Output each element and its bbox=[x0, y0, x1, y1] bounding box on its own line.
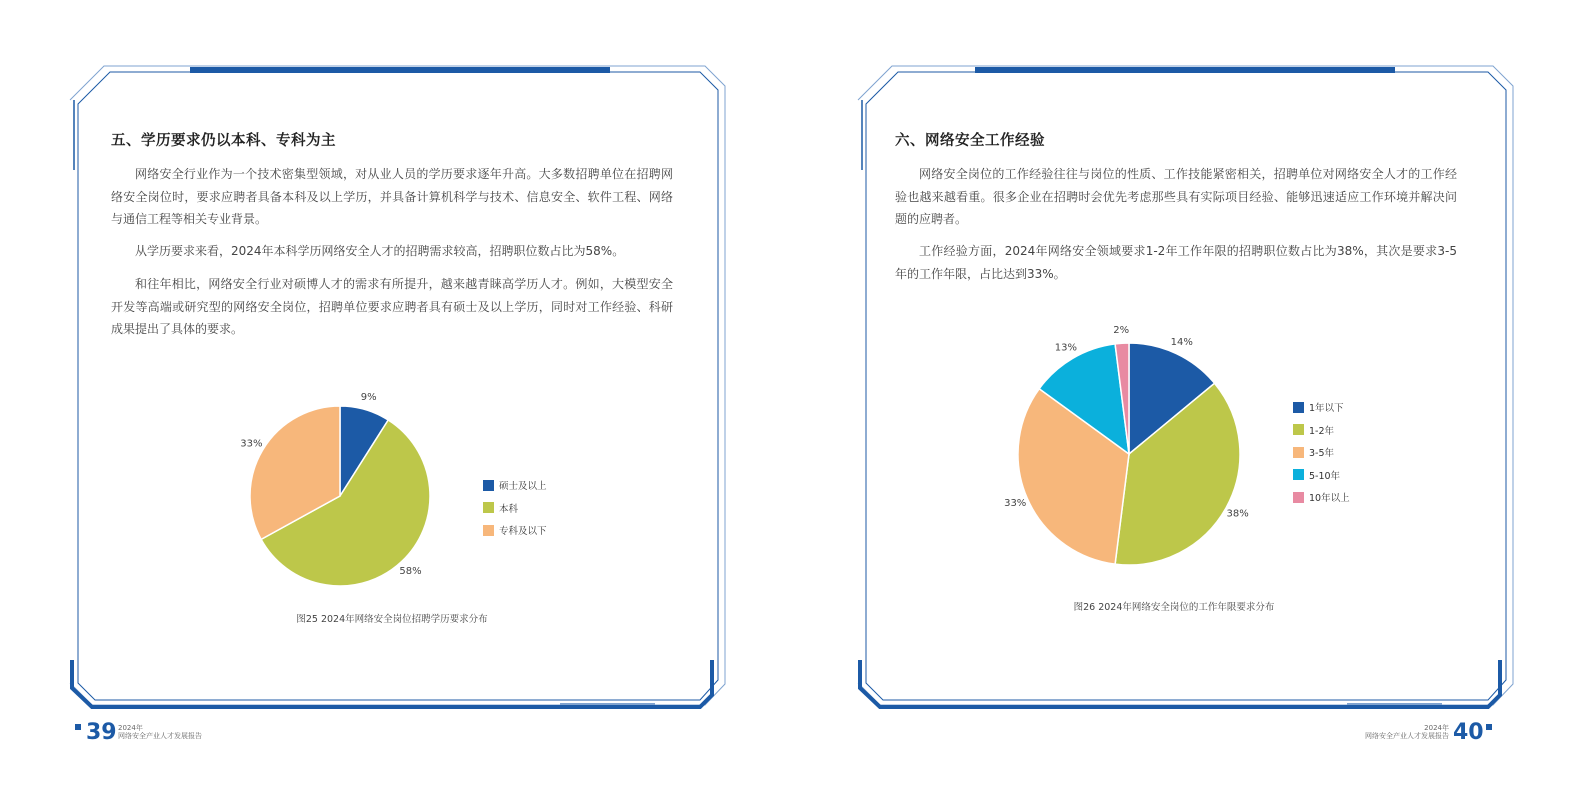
footer-title: 网络安全产业人才发展报告 bbox=[1365, 732, 1449, 740]
left-page bbox=[0, 0, 793, 793]
pie-data-label: 9% bbox=[360, 392, 377, 404]
legend-label: 本科 bbox=[499, 503, 519, 515]
section-heading: 五、学历要求仍以本科、专科为主 bbox=[111, 133, 336, 149]
pie-data-label: 33% bbox=[1004, 498, 1027, 510]
page-number: 40 bbox=[1453, 720, 1484, 745]
figure-caption: 图26 2024年网络安全岗位的工作年限要求分布 bbox=[1073, 602, 1275, 613]
legend-swatch bbox=[1293, 424, 1304, 435]
page-number-marker bbox=[75, 724, 81, 730]
legend-label: 硕士及以上 bbox=[499, 481, 547, 493]
legend-item bbox=[1293, 396, 1350, 419]
pie-data-label: 33% bbox=[240, 438, 263, 450]
legend-item bbox=[1293, 441, 1350, 464]
legend-item bbox=[1293, 464, 1350, 487]
legend-swatch bbox=[1293, 492, 1304, 503]
legend-label: 10年以上 bbox=[1309, 493, 1350, 505]
legend-swatch bbox=[483, 480, 494, 491]
legend-swatch bbox=[483, 525, 494, 536]
legend-swatch bbox=[483, 502, 494, 513]
page-number: 39 bbox=[86, 720, 117, 745]
legend-label: 1年以下 bbox=[1309, 403, 1344, 415]
footer-year: 2024年 bbox=[1424, 724, 1449, 732]
experience-pie-chart bbox=[991, 323, 1271, 583]
legend-label: 1-2年 bbox=[1309, 425, 1335, 437]
legend-label: 5-10年 bbox=[1309, 470, 1341, 482]
pie-data-label: 13% bbox=[1054, 342, 1077, 354]
footer-year: 2024年 bbox=[118, 724, 143, 732]
legend-label: 3-5年 bbox=[1309, 448, 1335, 460]
paragraph-3: 和往年相比，网络安全行业对硕博人才的需求有所提升，越来越青睐高学历人才。例如，大模型安全开发等高端或研究型的网络安全岗位，招聘单位要求应聘者具有硕士及以上学历，同时对工作经验、科研成果提出了具体的要求。 bbox=[111, 277, 673, 336]
legend-item bbox=[483, 519, 547, 542]
education-legend bbox=[483, 474, 547, 542]
legend-swatch bbox=[1293, 469, 1304, 480]
section-heading: 六、网络安全工作经验 bbox=[895, 133, 1045, 149]
paragraph-2: 从学历要求来看，2024年本科学历网络安全人才的招聘需求较高，招聘职位数占比为58%。 bbox=[135, 244, 625, 258]
education-pie-chart bbox=[220, 380, 460, 600]
pie-data-label: 14% bbox=[1170, 336, 1193, 348]
legend-label: 专科及以下 bbox=[499, 526, 547, 538]
legend-item bbox=[483, 474, 547, 497]
pie-data-label: 2% bbox=[1113, 325, 1130, 337]
figure-caption: 图25 2024年网络安全岗位招聘学历要求分布 bbox=[296, 614, 488, 625]
legend-item bbox=[1293, 486, 1350, 509]
page-number-marker bbox=[1486, 724, 1492, 730]
paragraph-2: 工作经验方面，2024年网络安全领域要求1-2年工作年限的招聘职位数占比为38%，其次是要求3-5年的工作年限，占比达到33%。 bbox=[895, 244, 1457, 281]
paragraph-1: 网络安全行业作为一个技术密集型领域，对从业人员的学历要求逐年升高。大多数招聘单位在招聘网络安全岗位时，要求应聘者具备本科及以上学历，并具备计算机科学与技术、信息安全、软件工程、网络与通信工程等相关专业背景。 bbox=[111, 167, 673, 226]
experience-legend bbox=[1293, 396, 1350, 509]
legend-swatch bbox=[1293, 447, 1304, 458]
legend-item bbox=[1293, 419, 1350, 442]
pie-data-label: 38% bbox=[1226, 508, 1249, 520]
paragraph-1: 网络安全岗位的工作经验往往与岗位的性质、工作技能紧密相关，招聘单位对网络安全人才的工作经验也越来越看重。很多企业在招聘时会优先考虑那些具有实际项目经验、能够迅速适应工作环境并解决问题的应聘者。 bbox=[895, 167, 1457, 226]
pie-data-label: 58% bbox=[399, 566, 422, 578]
right-page bbox=[794, 0, 1587, 793]
legend-swatch bbox=[1293, 402, 1304, 413]
footer-title: 网络安全产业人才发展报告 bbox=[118, 732, 202, 740]
legend-item bbox=[483, 497, 547, 520]
